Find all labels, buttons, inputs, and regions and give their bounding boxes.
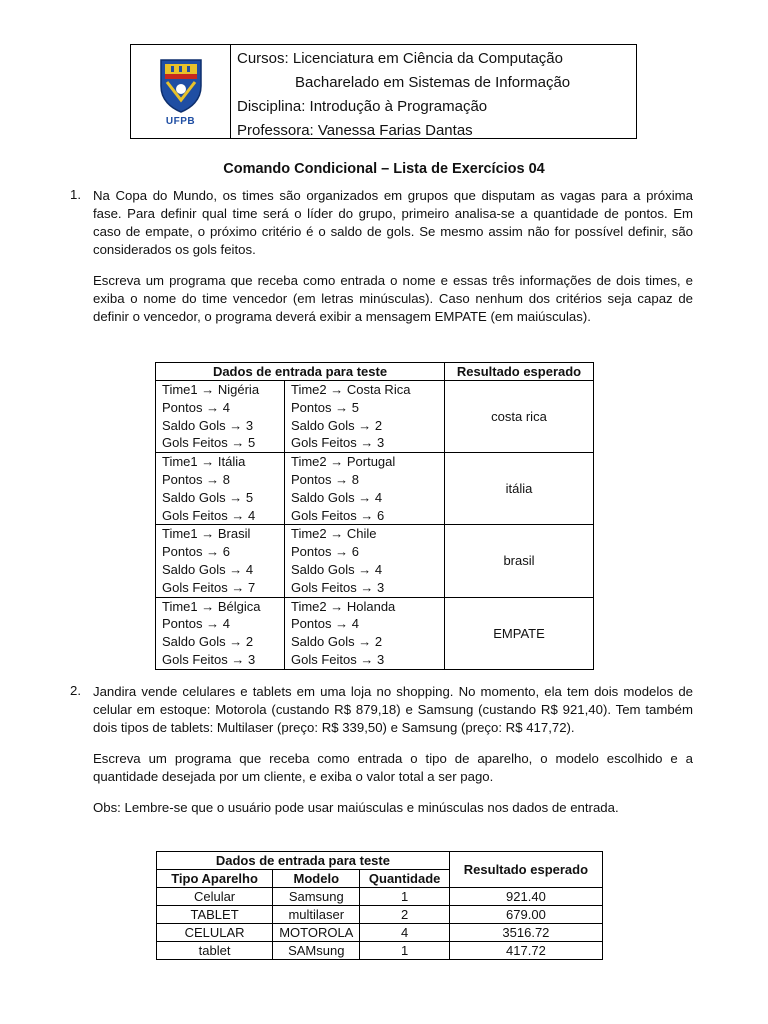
team-line: Saldo Gols → 4 (162, 561, 254, 577)
table-row (156, 453, 594, 525)
expected-result: costa rica (445, 381, 594, 453)
question-2-paragraph-1: Jandira vende celulares e tablets em uma loja no shopping. No momento, ela tem dois modelos de celular em estoque: Motorola (custando R$ 879,18) e Samsung (custando R$ 921,40). Tem também dois tipos de tablets: Multilaser (preço: R$ 339,50) e Samsung (preço: R$ 417,72). (93, 684, 693, 735)
header-box (130, 44, 637, 139)
team-line: Time1 → Nigéria (162, 382, 260, 397)
cell-type: tablet (157, 942, 273, 960)
question-number: 2. (70, 683, 81, 698)
question-2-paragraph-3: Obs: Lembre-se que o usuário pode usar maiúsculas e minúsculas nos dados de entrada. (93, 800, 619, 815)
team-line: Gols Feitos → 3 (291, 651, 385, 667)
cell-quantity: 4 (360, 924, 449, 942)
question-2 (70, 683, 693, 830)
team-line: Saldo Gols → 4 (291, 561, 383, 577)
team-line: Saldo Gols → 2 (291, 417, 383, 433)
test-table-1 (155, 362, 594, 670)
team-line: Time1 → Bélgica (162, 598, 261, 614)
expected-result: EMPATE (445, 597, 594, 669)
course-info (231, 45, 576, 138)
question-1-paragraph-1: Na Copa do Mundo, os times são organizados em grupos que disputam as vagas para a próxima fase. Para definir qual time será o líder do grupo, primeiro analisa-se a quantidade de pontos. Em caso de empate, o próximo critério é o saldo de gols. Se mesmo assim não for possível definir, são considerados os gols feitos. (93, 188, 693, 257)
cell-quantity: 1 (360, 888, 449, 906)
team-line: Time2 → Portugal (291, 454, 396, 470)
question-1-paragraph-2: Escreva um programa que receba como entrada o nome e essas três informações de dois times, e exiba o nome do time vencedor (em letras minúsculas). Caso nenhum dos critérios seja capaz de definir o vencedor, o programa deverá exibir a mensagem EMPATE (em maiúsculas). (93, 273, 693, 324)
team-line: Pontos → 5 (291, 399, 359, 415)
team-line: Gols Feitos → 4 (162, 507, 256, 523)
team-line: Pontos → 4 (162, 616, 230, 632)
team1-cell (156, 453, 285, 525)
cell-type: CELULAR (157, 924, 273, 942)
col-header-quantity: Quantidade (360, 870, 449, 888)
team-line: Gols Feitos → 5 (162, 435, 256, 451)
team-line: Pontos → 4 (291, 616, 359, 632)
team2-cell (285, 525, 445, 597)
page-title: Comando Condicional – Lista de Exercícios 04 (223, 161, 545, 177)
team-line: Saldo Gols → 4 (291, 489, 383, 505)
col-header-type: Tipo Aparelho (157, 870, 273, 888)
team1-cell (156, 381, 285, 453)
team-line: Saldo Gols → 2 (162, 634, 254, 650)
table-row (156, 525, 594, 597)
table-row (156, 381, 594, 453)
team-line: Pontos → 4 (162, 399, 230, 415)
team1-cell (156, 597, 285, 669)
question-1 (70, 187, 693, 339)
cell-type: TABLET (157, 906, 273, 924)
courses-line-1: Cursos: Licenciatura em Ciência da Computação (237, 50, 563, 67)
col-header-model: Modelo (273, 870, 360, 888)
team-line: Gols Feitos → 3 (291, 579, 385, 595)
team-line: Pontos → 6 (162, 544, 230, 560)
cell-model: Samsung (273, 888, 360, 906)
team2-cell (285, 597, 445, 669)
question-2-paragraph-2: Escreva um programa que receba como entrada o tipo de aparelho, o modelo escolhido e a quantidade desejada por um cliente, e exiba o valor total a ser pago. (93, 751, 693, 784)
cell-quantity: 1 (360, 942, 449, 960)
cell-model: multilaser (273, 906, 360, 924)
logo-text: UFPB (165, 116, 196, 127)
team-line: Gols Feitos → 3 (291, 435, 385, 451)
table-row (156, 597, 594, 669)
team-line: Saldo Gols → 5 (162, 489, 254, 505)
team-line: Time1 → Itália (162, 454, 246, 470)
expected-result: itália (445, 453, 594, 525)
cell-model: MOTOROLA (273, 924, 360, 942)
expected-result: brasil (445, 525, 594, 597)
table-header-result: Resultado esperado (445, 363, 594, 381)
team-line: Time1 → Brasil (162, 526, 251, 542)
cell-model: SAMsung (273, 942, 360, 960)
team-line: Saldo Gols → 2 (291, 634, 383, 650)
table-row (157, 924, 603, 942)
team-line: Pontos → 6 (291, 544, 359, 560)
professor: Professora: Vanessa Farias Dantas (237, 122, 473, 139)
question-number: 1. (70, 187, 81, 202)
table-header-input: Dados de entrada para teste (157, 852, 450, 870)
table-row (157, 906, 603, 924)
ufpb-crest-icon (155, 56, 207, 114)
cell-quantity: 2 (360, 906, 449, 924)
courses-line-2: Bacharelado em Sistemas de Informação (295, 74, 571, 91)
team-line: Gols Feitos → 3 (162, 651, 256, 667)
table-row (157, 888, 603, 906)
team-line: Pontos → 8 (291, 471, 359, 487)
cell-result: 3516.72 (449, 924, 602, 942)
university-logo (131, 45, 231, 138)
cell-result: 921.40 (449, 888, 602, 906)
team2-cell (285, 453, 445, 525)
table-row (157, 942, 603, 960)
team-line: Time2 → Chile (291, 526, 377, 542)
cell-result: 679.00 (449, 906, 602, 924)
discipline: Disciplina: Introdução à Programação (237, 98, 488, 115)
table-header-result: Resultado esperado (449, 852, 602, 888)
team-line: Saldo Gols → 3 (162, 417, 254, 433)
table-header-input: Dados de entrada para teste (156, 363, 445, 381)
team-line: Gols Feitos → 6 (291, 507, 385, 523)
cell-result: 417.72 (449, 942, 602, 960)
test-table-2 (156, 851, 603, 960)
team1-cell (156, 525, 285, 597)
team-line: Gols Feitos → 7 (162, 579, 256, 595)
team-line: Pontos → 8 (162, 471, 230, 487)
team-line: Time2 → Holanda (291, 598, 396, 614)
team2-cell (285, 381, 445, 453)
cell-type: Celular (157, 888, 273, 906)
team-line: Time2 → Costa Rica (291, 382, 411, 397)
